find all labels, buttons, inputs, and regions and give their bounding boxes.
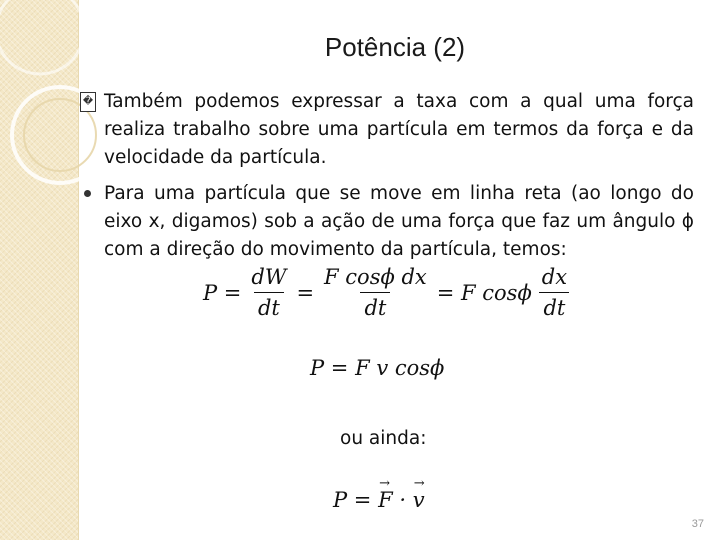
page-number: 37 bbox=[691, 518, 704, 530]
eq-lhs: P = bbox=[333, 488, 379, 512]
eq-lhs: P = bbox=[203, 280, 242, 305]
connector-text: ou ainda: bbox=[340, 428, 427, 449]
vector-arrow-icon: → bbox=[413, 476, 425, 491]
fraction-denominator: dt bbox=[254, 292, 284, 321]
eq-equals: = bbox=[296, 280, 315, 305]
bullet-item bbox=[104, 180, 694, 264]
fraction-dx-dt bbox=[538, 264, 571, 321]
power-equation-derivation bbox=[203, 264, 577, 321]
fraction-numerator: dW bbox=[251, 265, 287, 289]
dot-operator: · bbox=[392, 488, 413, 512]
slide-content bbox=[82, 88, 694, 272]
fraction-denominator: dt bbox=[539, 292, 569, 321]
vector-symbol: F bbox=[378, 488, 393, 512]
bullet-dot-icon bbox=[84, 190, 91, 197]
vector-f bbox=[378, 476, 393, 512]
fraction-dw-dt bbox=[247, 264, 290, 321]
power-equation-simplified: P = F v cosϕ bbox=[310, 356, 445, 380]
vector-v bbox=[412, 476, 425, 512]
vector-symbol: v bbox=[412, 488, 425, 512]
bullet-text: Para uma partícula que se move em linha reta (ao longo do eixo x, digamos) sob a ação de uma força que faz um ângulo ϕ com a direção do movimento da partícula, temos: bbox=[104, 183, 694, 260]
bullet-text: Também podemos expressar a taxa com a qual uma força realiza trabalho sobre uma partícula em termos da força e da velocidade da partícula. bbox=[104, 91, 694, 168]
fraction-fcos-dx-dt bbox=[320, 264, 431, 321]
missing-glyph-icon: � bbox=[80, 92, 96, 112]
fraction-numerator: F cosϕ dx bbox=[324, 265, 427, 289]
fraction-numerator: dx bbox=[541, 265, 568, 289]
power-equation-dot-product bbox=[333, 476, 425, 512]
fraction-denominator: dt bbox=[360, 292, 390, 321]
vector-arrow-icon: → bbox=[379, 476, 390, 491]
bullet-item bbox=[82, 88, 694, 172]
eq-middle: = F cosϕ bbox=[436, 280, 532, 305]
slide-title: Potência (2) bbox=[324, 32, 466, 62]
